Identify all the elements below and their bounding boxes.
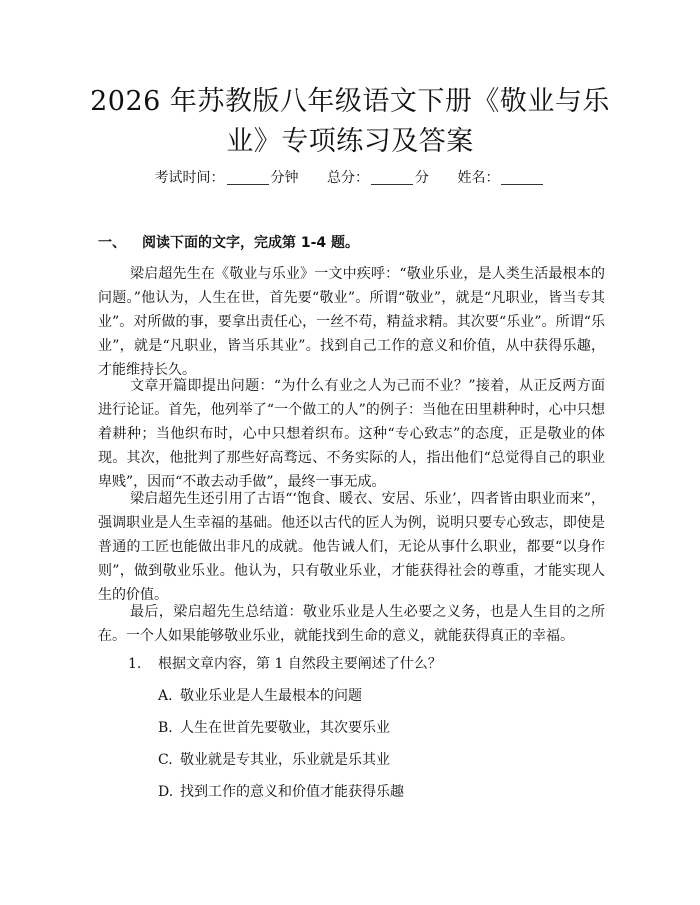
passage-paragraph-2: 文章开篇即提出问题：“为什么有业之人为己而不业？”接着，从正反两方面进行论证。首先，他列举了“一个做工的人”的例子：当他在田里耕种时，心中只想着耕种；当他织布时，心中只想着织布。这种“专心致志”的态度，正是敬业的体现。其次，他批判了那些好高骛远、不务实际的人，指出他们“总觉得自己的职业卑贱”，因而“不敢去动手做”，最终一事无成。 bbox=[98, 378, 605, 490]
exam-time-label: 考试时间： bbox=[154, 170, 225, 186]
total-score-blank bbox=[371, 170, 413, 185]
option-b bbox=[158, 718, 390, 738]
option-d bbox=[158, 782, 404, 802]
question-1 bbox=[128, 654, 442, 674]
passage-paragraph-3: 梁启超先生还引用了古语“‘饱食、暖衣、安居、乐业’，四者皆由职业而来”，强调职业是人生幸福的基础。他还以古代的匠人为例，说明只要专心致志，即使是普通的工匠也能做出非凡的成就。他告诫人们，无论从事什么职业，都要“以身作则”，做到敬业乐业。他认为，只有敬业乐业，才能获得社会的尊重，才能实现人生的价值。 bbox=[98, 491, 605, 603]
section-heading bbox=[98, 233, 359, 253]
passage-paragraph-1: 梁启超先生在《敬业与乐业》一文中疾呼：“敬业乐业，是人类生活最根本的问题。”他认为，人生在世，首先要“敬业”。所谓“敬业”，就是“凡职业，皆当专其业”。对所做的事，要拿出责任心，一丝不苟，精益求精。其次要“乐业”。所谓“乐业”，就是“凡职业，皆当乐其业”。找到自己工作的意义和价值，从中获得乐趣，才能维持长久。 bbox=[98, 266, 605, 378]
option-text: 敬业乐业是人生最根本的问题 bbox=[180, 688, 362, 704]
section-number: 一、 bbox=[98, 235, 126, 251]
option-letter: A. bbox=[158, 688, 173, 704]
total-score-field bbox=[327, 168, 429, 188]
total-score-label: 总分： bbox=[327, 170, 369, 186]
option-text: 人生在世首先要敬业，其次要乐业 bbox=[180, 720, 390, 736]
exam-time-blank bbox=[227, 170, 269, 185]
total-score-unit: 分 bbox=[415, 170, 429, 186]
option-text: 敬业就是专其业，乐业就是乐其业 bbox=[180, 752, 390, 768]
page-title: 2026 年苏教版八年级语文下册《敬业与乐业》专项练习及答案 bbox=[90, 86, 610, 157]
question-number: 1. bbox=[128, 656, 142, 672]
question-text: 根据文章内容，第 1 自然段主要阐述了什么？ bbox=[158, 656, 442, 672]
exam-time-unit: 分钟 bbox=[270, 170, 299, 186]
option-text: 找到工作的意义和价值才能获得乐趣 bbox=[180, 784, 404, 800]
exam-info bbox=[0, 168, 700, 188]
section-instruction: 阅读下面的文字，完成第 1-4 题。 bbox=[142, 235, 360, 251]
option-c bbox=[158, 750, 390, 770]
passage-paragraph-4: 最后，梁启超先生总结道：敬业乐业是人生必要之义务，也是人生目的之所在。一个人如果能够敬业乐业，就能找到生命的意义，就能获得真正的幸福。 bbox=[98, 604, 605, 644]
option-letter: B. bbox=[158, 720, 173, 736]
name-blank bbox=[501, 170, 543, 185]
option-letter: C. bbox=[158, 752, 173, 768]
option-a bbox=[158, 686, 362, 706]
name-field bbox=[457, 168, 545, 188]
name-label: 姓名： bbox=[457, 170, 500, 186]
option-letter: D. bbox=[158, 784, 174, 800]
exam-time-field bbox=[155, 168, 299, 188]
